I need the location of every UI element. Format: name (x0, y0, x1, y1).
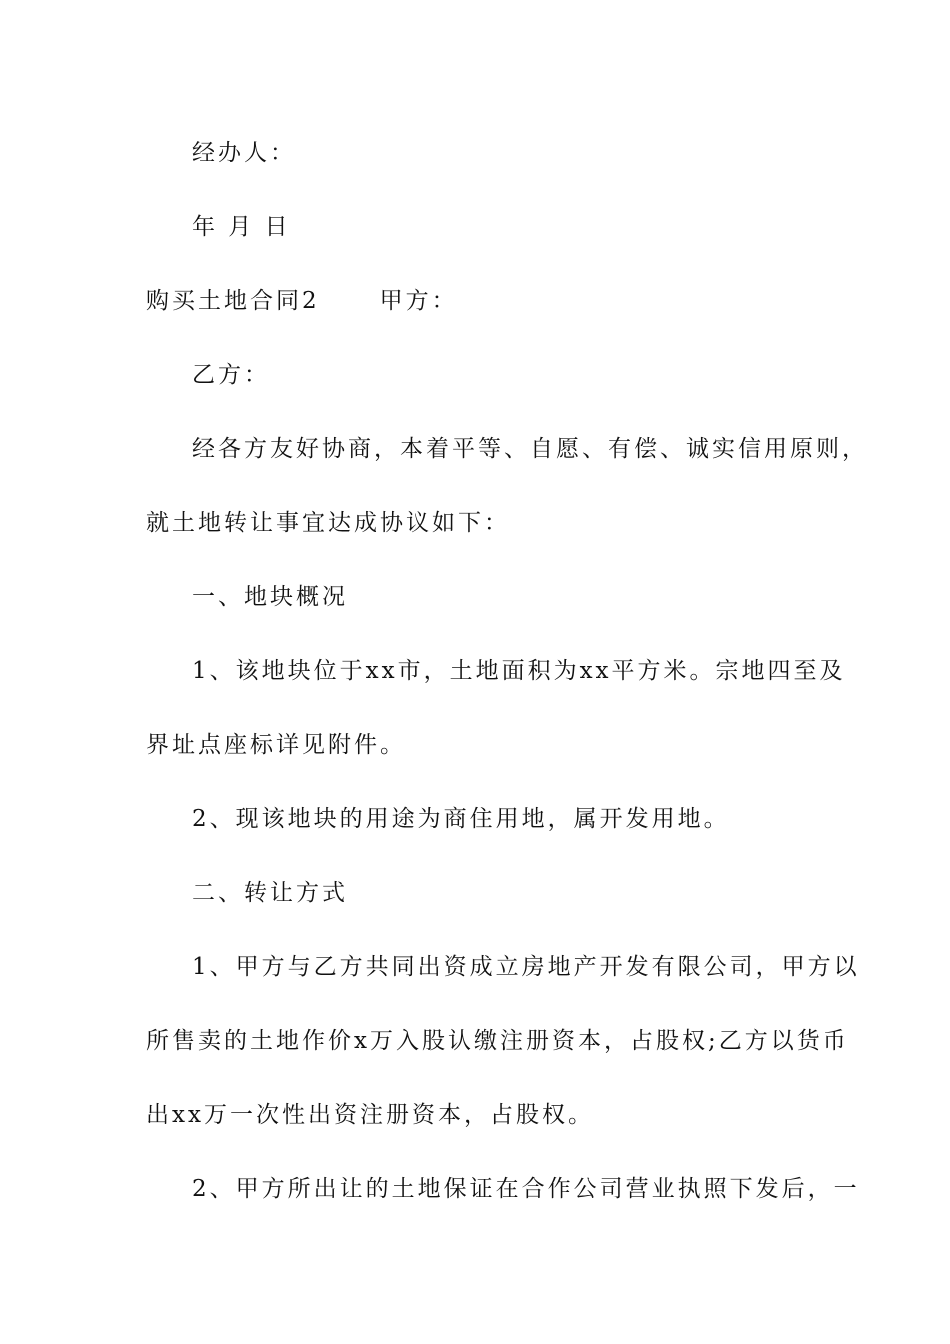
paragraph-line: 经各方友好协商，本着平等、自愿、有偿、诚实信用原则， (192, 436, 868, 462)
paragraph-line: 就土地转让事宜达成协议如下： (146, 510, 510, 536)
party-b-label: 乙方： (192, 362, 270, 388)
contract-title: 购买土地合同2 (146, 288, 320, 314)
date-line: 年 月 日 (192, 214, 291, 240)
paragraph-line: 2、甲方所出让的土地保证在合作公司营业执照下发后，一 (192, 1176, 860, 1202)
handler-label: 经办人： (192, 140, 296, 166)
paragraph-line: 1、甲方与乙方共同出资成立房地产开发有限公司，甲方以 (192, 954, 860, 980)
title-line (146, 286, 826, 316)
paragraph-line: 出xx万一次性出资注册资本，占股权。 (146, 1102, 594, 1128)
paragraph-line: 所售卖的土地作价x万入股认缴注册资本，占股权;乙方以货币 (146, 1028, 849, 1054)
paragraph-line: 2、现该地块的用途为商住用地，属开发用地。 (192, 806, 730, 832)
paragraph-line: 1、该地块位于xx市，土地面积为xx平方米。宗地四至及 (192, 658, 846, 684)
paragraph-line: 界址点座标详见附件。 (146, 732, 406, 758)
section-heading: 二、转让方式 (192, 880, 348, 906)
party-a-label: 甲方： (379, 288, 458, 314)
section-heading: 一、地块概况 (192, 584, 348, 610)
